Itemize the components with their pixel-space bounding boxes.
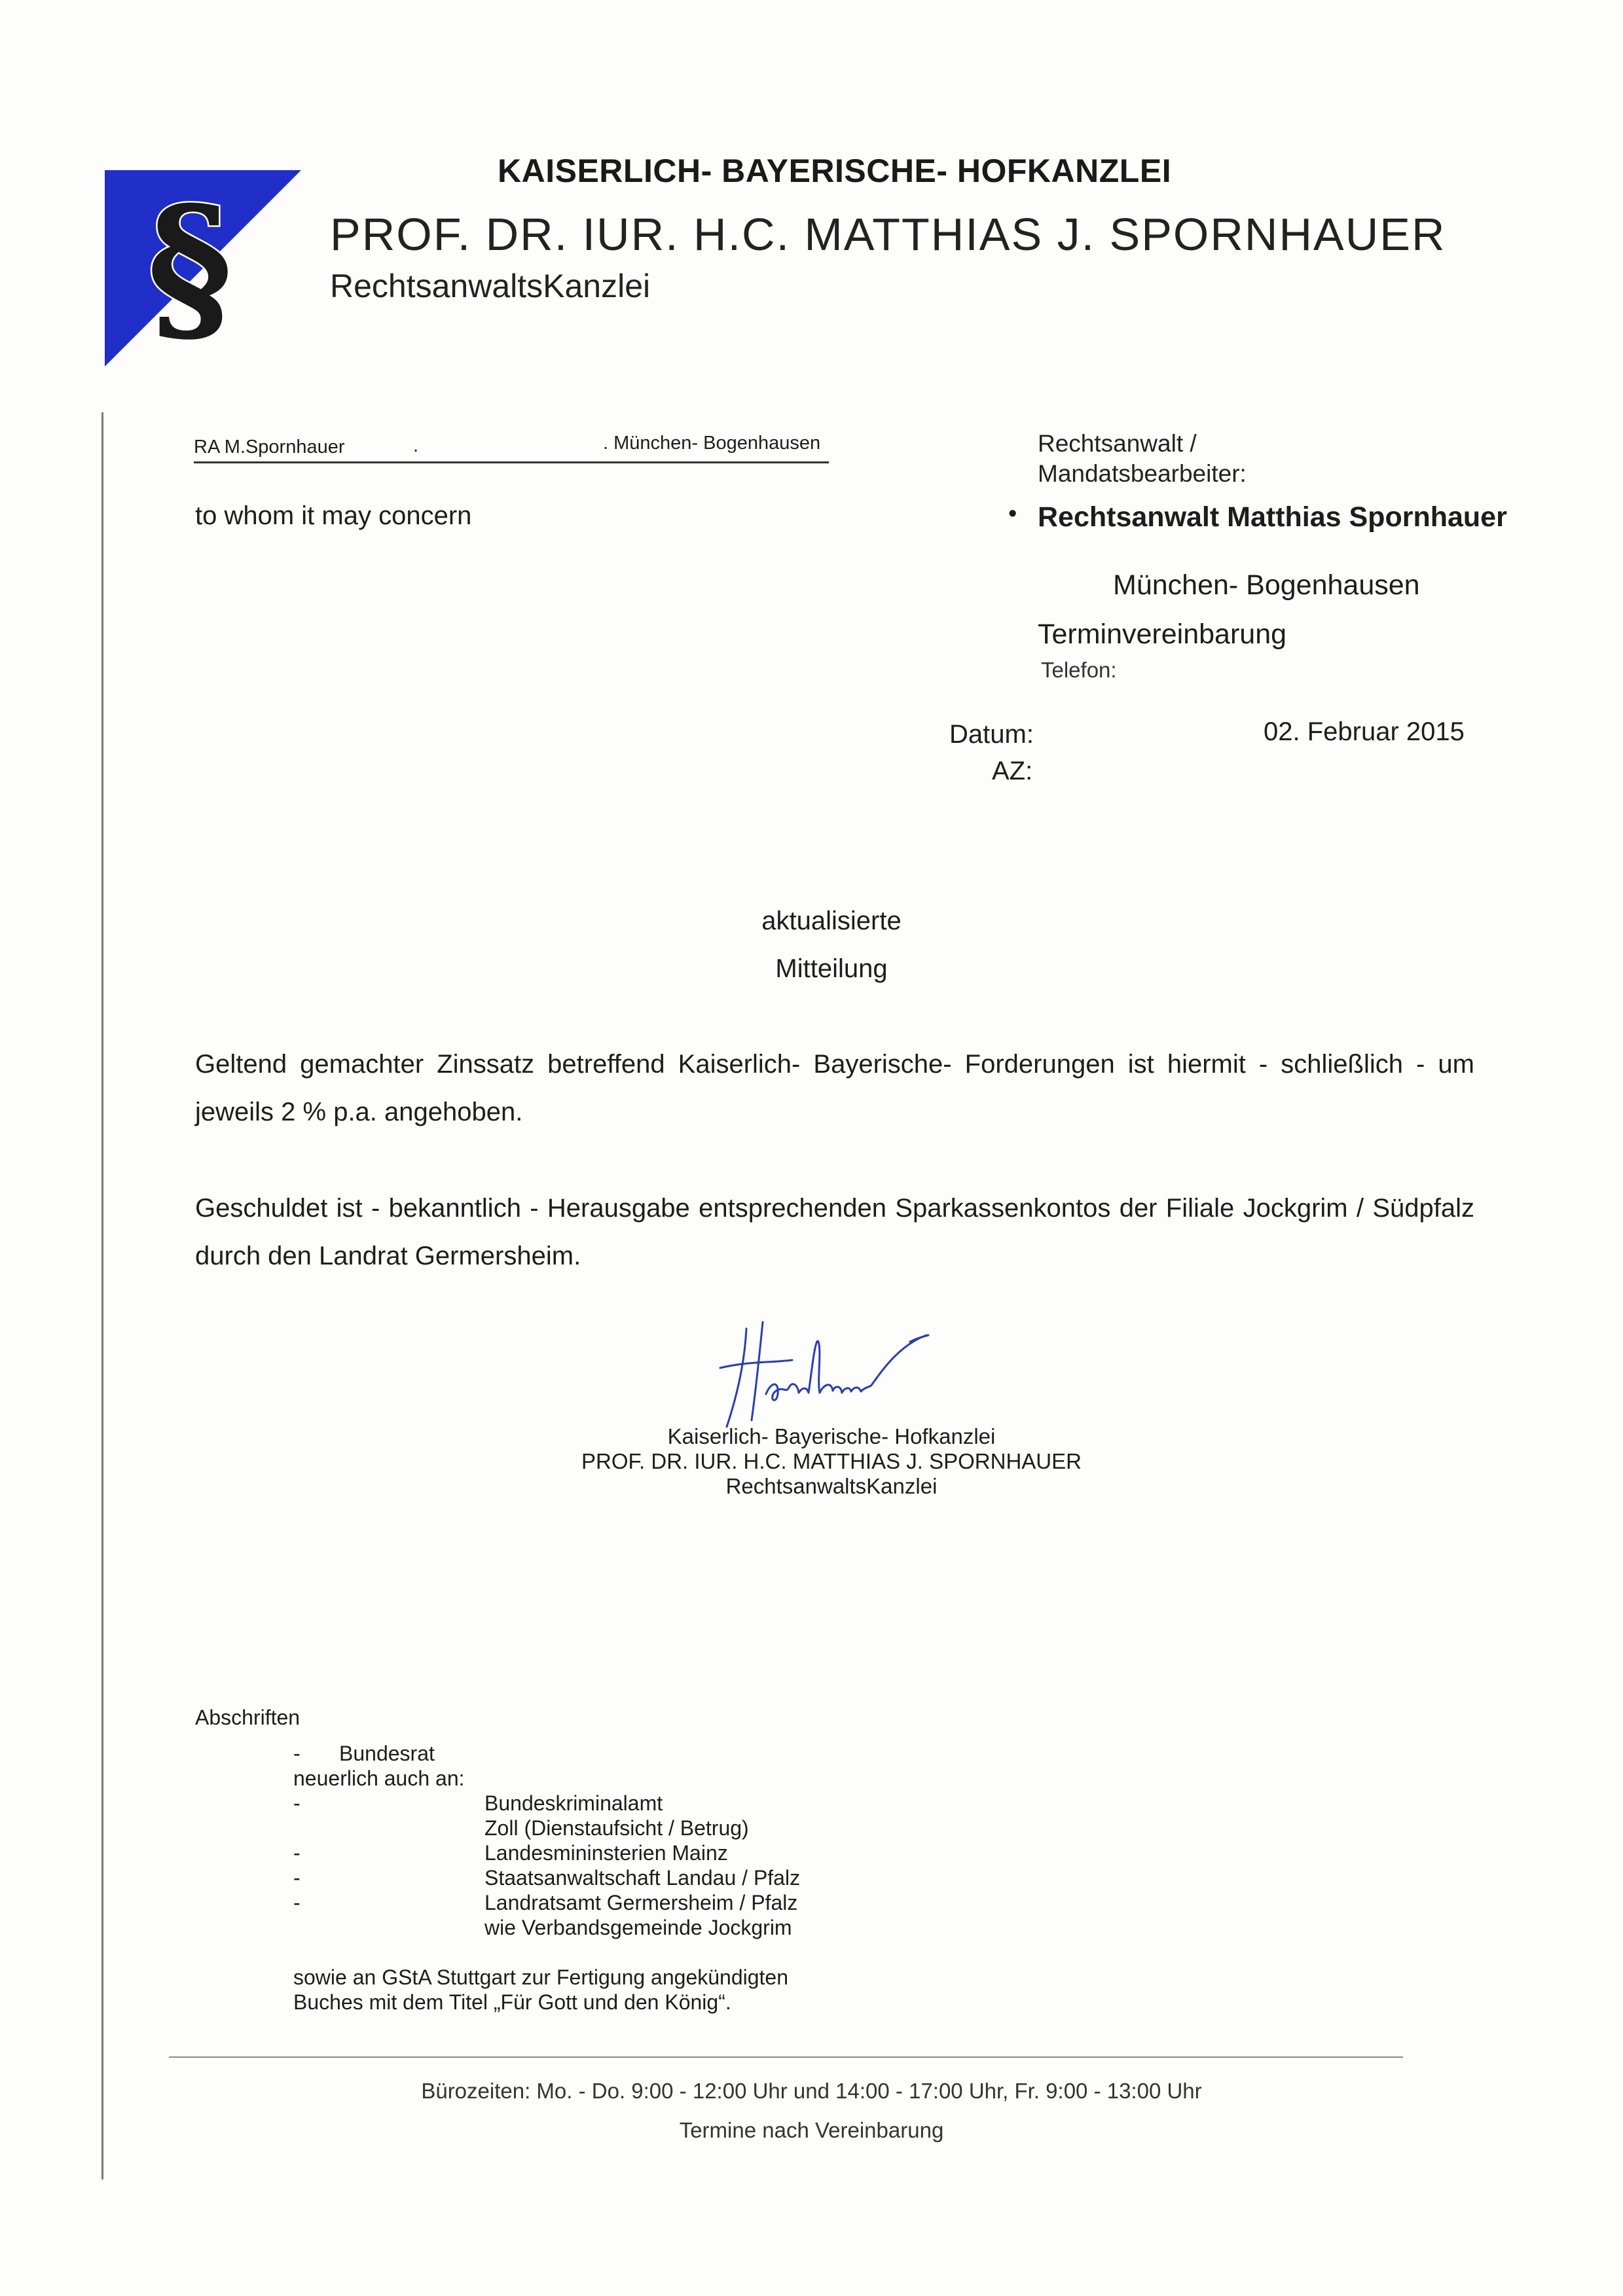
date-label: Datum: [949,720,1034,749]
office-hours: Bürozeiten: Mo. - Do. 9:00 - 12:00 Uhr und 14:00 - 17:00 Uhr, Fr. 9:00 - 13:00 Uhr [421,2079,1202,2103]
copies-item: wie Verbandsgemeinde Jockgrim [484,1916,792,1939]
letterhead-name: PROF. DR. IUR. H.C. MATTHIAS J. SPORNHAUER [330,209,1446,260]
copies-first: Bundesrat [339,1742,435,1765]
recipient: to whom it may concern [195,501,472,530]
copies-dash: - [293,1866,301,1890]
appointments-note: Termine nach Vereinbarung [679,2118,944,2142]
sender-city: . München- Bogenhausen [603,433,821,454]
copies-again: neuerlich auch an: [293,1767,465,1790]
body-paragraph-2: Geschuldet ist - bekanntlich - Herausgabe entsprechenden Sparkassenkontos der Filiale Jockgrim / Südpfalz durch den Landrat Germersheim. [195,1194,1474,1270]
sender-dot: . [413,435,419,456]
handwritten-signature [694,1316,943,1433]
mandate-label-line1: Rechtsanwalt / [1038,430,1197,457]
copies-item: Bundeskriminalamt [484,1791,663,1815]
phone-label: Telefon: [1041,658,1117,682]
copies-dash: - [293,1891,301,1914]
appointment-label: Terminvereinbarung [1038,619,1287,650]
copies-item: Staatsanwaltschaft Landau / Pfalz [484,1866,801,1890]
sender-line [194,435,829,463]
mandate-label [1038,429,1247,489]
footer-rule [169,2056,1403,2058]
body-paragraph-1: Geltend gemachter Zinssatz betreffend Kaiserlich- Bayerische- Forderungen ist hiermit - schließlich - um jeweils 2 % p.a. angehoben. [195,1050,1474,1126]
signature-line1: Kaiserlich- Bayerische- Hofkanzlei [667,1424,996,1448]
signature-line3: RechtsanwaltsKanzlei [725,1474,938,1498]
reference-label: AZ: [992,757,1033,785]
copies-dash: - [293,1742,301,1765]
copies-item: Landratsamt Germersheim / Pfalz [484,1891,798,1914]
letterhead-title: KAISERLICH- BAYERISCHE- HOFKANZLEI [498,152,1172,189]
subject-line1: aktualisierte [761,906,902,935]
subject-line2: Mitteilung [775,954,888,983]
copies-title: Abschriften [195,1706,301,1729]
paragraph-logo [105,170,301,367]
copies-dash: - [293,1791,301,1815]
copies-closing1: sowie an GStA Stuttgart zur Fertigung angekündigten [293,1965,789,1989]
office-location: München- Bogenhausen [1113,569,1420,601]
copies-closing2: Buches mit dem Titel „Für Gott und den König“. [293,1990,731,2014]
letterhead-subtitle: RechtsanwaltsKanzlei [330,268,651,304]
lawyer-name: Rechtsanwalt Matthias Spornhauer [1038,501,1507,533]
mandate-label-line2: Mandatsbearbeiter: [1038,460,1247,487]
date-value: 02. Februar 2015 [1264,717,1465,746]
bullet-icon: • [1008,500,1017,528]
sender-name: RA M.Spornhauer [194,437,345,457]
copies-dash: - [293,1841,301,1865]
signature-line2: PROF. DR. IUR. H.C. MATTHIAS J. SPORNHAUER [581,1449,1082,1473]
copies-item: Zoll (Dienstaufsicht / Betrug) [484,1816,749,1840]
logo-symbol: § [147,170,233,363]
left-margin-rule [101,412,103,2179]
copies-item: Landesmininsterien Mainz [484,1841,728,1865]
